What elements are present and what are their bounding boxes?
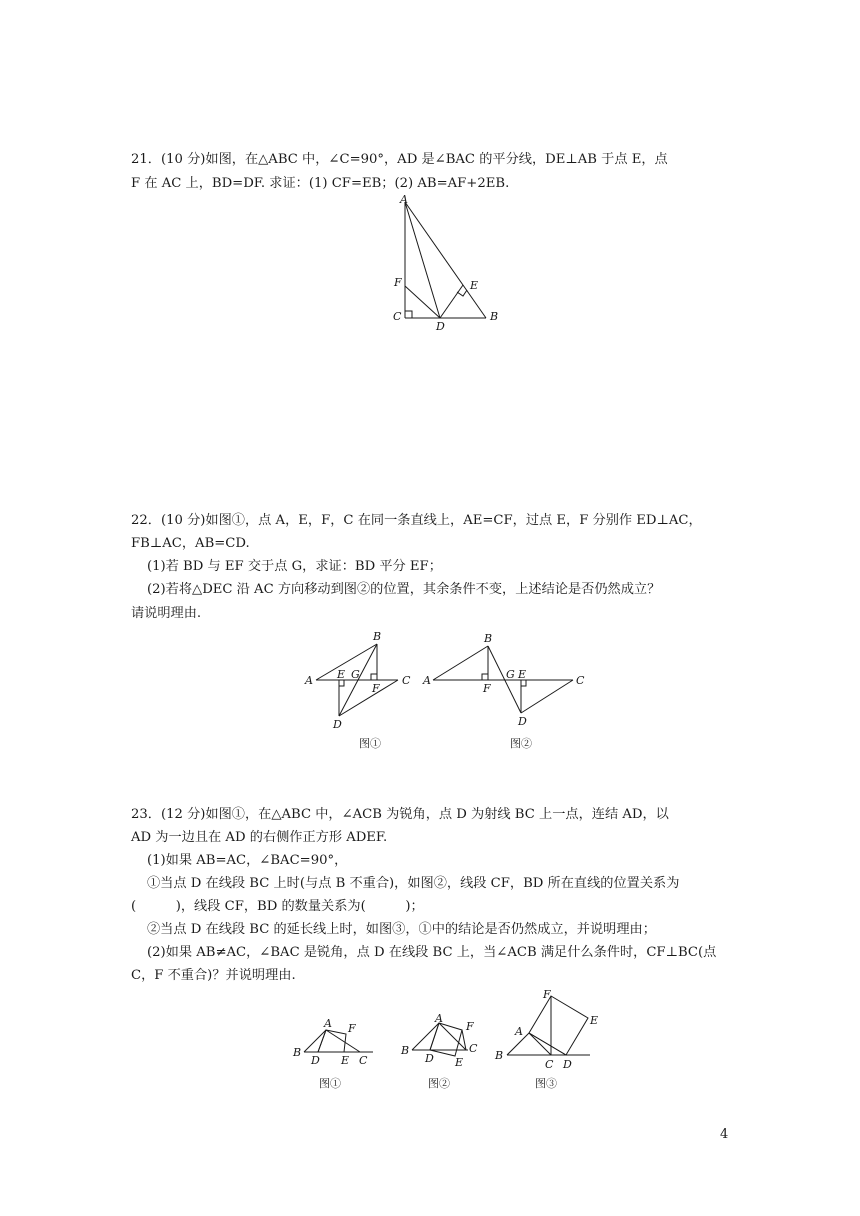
q23-line-8: C，F 不重合)？并说明理由. [131,968,296,983]
q22f2-label-f: F [483,682,491,695]
q21-right-angle-c [405,311,412,318]
q22f1-label-a: A [305,674,313,687]
q23f3-label-b: B [495,1049,504,1062]
q23f1-label-e: E [341,1054,350,1067]
q21-label-e: E [470,279,479,292]
q22f1-label-g: G [351,668,360,681]
q22f1-right-angle-f [371,674,377,680]
q23-caption-3: 图③ [535,1077,557,1090]
q22-figure-2 [420,628,590,733]
q22f2-label-c: C [576,674,585,687]
q22-caption-1: 图① [359,737,381,750]
q23-line-2: AD 为一边且在 AD 的右侧作正方形 ADEF. [131,830,388,845]
q23-figure-3 [492,985,607,1070]
q21-line-de [440,285,463,318]
q23f2-label-e: E [455,1056,464,1069]
q22f1-label-b: B [373,630,382,643]
q23f3-label-a: A [515,1025,523,1038]
q23f1-label-f: F [348,1022,356,1035]
q22-line-3: (1)若 BD 与 EF 交于点 G，求证：BD 平分 EF； [147,559,442,574]
q23f3-square-adef [529,996,588,1055]
q21-label-d: D [436,320,445,333]
q21-line-ab [405,202,486,318]
q23f2-square-adef [430,1023,462,1056]
q23-line-6: ②当点 D 在线段 BC 的延长线上时，如图③，①中的结论是否仍然成立，并说明理由； [147,922,656,937]
q22f1-label-c: C [402,674,411,687]
q21-label-a: A [400,193,408,206]
q23-figure-2 [396,1010,486,1070]
q22f2-label-a: A [423,674,431,687]
q22f2-label-e: E [518,668,527,681]
q23f2-label-f: F [466,1020,474,1033]
q22f1-label-f: F [372,682,380,695]
q23f1-label-c: C [359,1054,368,1067]
q22-figure-1 [300,628,415,733]
q22f1-label-e: E [337,668,346,681]
q22-line-4: (2)若将△DEC 沿 AC 方向移动到图②的位置，其余条件不变，上述结论是否仍然成立？ [147,582,661,597]
q22f1-line-dc [339,680,398,716]
q22-line-2: FB⊥AC，AB=CD. [131,536,250,551]
q23-line-7: (2)如果 AB≠AC，∠BAC 是锐角，点 D 在线段 BC 上，当∠ACB 满足什么条件时，CF⊥BC(点 [147,945,717,960]
q23f1-label-d: D [311,1054,320,1067]
q22f2-line-ab [433,646,488,680]
q22-caption-2: 图② [510,737,532,750]
q21-line-1: 21．(10 分)如图，在△ABC 中，∠C=90°，AD 是∠BAC 的平分线，DE⊥AB 于点 E，点 [131,152,668,167]
q21-label-b: B [490,310,499,323]
q21-figure [392,192,502,332]
q23-line-1: 23．(12 分)如图①，在△ABC 中，∠ACB 为锐角，点 D 为射线 BC 上一点，连结 AD，以 [131,807,669,822]
q23-caption-1: 图① [319,1077,341,1090]
q22f2-label-d: D [518,715,527,728]
q23f2-label-c: C [469,1042,478,1055]
q21-line-ad [405,202,440,318]
q22f1-label-d: D [333,718,342,731]
q23f3-label-e: E [590,1014,599,1027]
q23-line-3: (1)如果 AB=AC，∠BAC=90°， [147,853,348,868]
q22f2-label-b: B [484,632,493,645]
q22f2-label-g: G [506,668,515,681]
q22f2-right-angle-f [482,674,488,680]
q23f2-label-a: A [435,1012,443,1025]
q23-caption-2: 图② [428,1077,450,1090]
q22-line-1: 22．(10 分)如图①，点 A，E，F，C 在同一条直线上，AE=CF，过点 E，F 分别作 ED⊥AC， [131,513,702,528]
q22f2-line-dc [521,680,573,713]
q23-line-4: ①当点 D 在线段 BC 上时(与点 B 不重合)，如图②，线段 CF，BD 所在直线的位置关系为 [147,876,680,891]
q23f3-label-c: C [545,1058,554,1071]
q21-line-2: F 在 AC 上，BD=DF. 求证：(1) CF=EB；(2) AB=AF+2EB. [131,176,510,191]
q23f3-label-d: D [563,1058,572,1071]
q23f3-label-f: F [543,988,551,1001]
q23-figure-1 [288,1012,383,1070]
q23f1-label-a: A [324,1017,332,1030]
q23f2-label-d: D [425,1052,434,1065]
q23-line-5: ( )，线段 CF，BD 的数量关系为( )； [131,899,424,914]
page-number: 4 [720,1127,729,1142]
q23f1-line-ba [304,1030,326,1052]
q21-label-c: C [393,310,402,323]
q23f1-label-b: B [293,1046,302,1059]
q22-line-5: 请说明理由. [131,606,202,621]
q21-label-f: F [394,276,402,289]
q23f2-label-b: B [401,1044,410,1057]
